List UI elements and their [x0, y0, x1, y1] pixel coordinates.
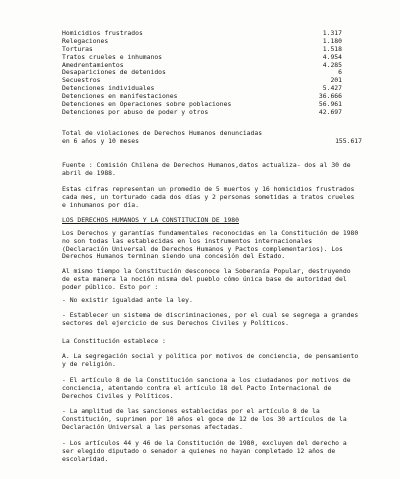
row-value: 201 [330, 76, 342, 85]
summary-paragraph: Estas cifras representan un promedio de 5 muertos y 16 homicidios frustrados cada mes, un torturado cada dos días y 2 personas sometidas a tratos crueles e inhumanos por día. [62, 185, 355, 209]
source-note: Fuente : Comisión Chilena de Derechos Humanos,datos actualiza- dos al 30 de abril de 1988. [62, 161, 351, 177]
row-label: Detenciones en Operaciones sobre poblaciones [62, 100, 232, 109]
item-sanctions: - La amplitud de las sanciones establecidas por el artículo 8 de la Constitución, suprimen por 10 años el goce de 12 de los 30 artículos de la Declaración Universal a las personas afectadas. [62, 407, 347, 431]
row-label: Homicidios frustrados [62, 29, 143, 37]
row-value: 4.954 [322, 52, 342, 61]
constitution-intro: La Constitución establece : [62, 337, 166, 345]
row-label: Tratos crueles e inhumanos [62, 52, 163, 61]
statistics-table [62, 30, 342, 117]
row-value: 6 [338, 68, 342, 77]
table-row [62, 38, 342, 46]
total-label-line1: Total de violaciones de Derechos Humanos denunciadas [62, 129, 263, 137]
row-value: 1.317 [322, 29, 342, 37]
row-value: 1.518 [322, 44, 342, 53]
row-label: Torturas [62, 44, 93, 53]
item-article-8: - El artículo 8 de la Constitución sanciona a los ciudadanos por motivos de conciencia, atentando contra el artículo 18 del Pacto Internacional de Derechos Civiles y Políticos. [62, 376, 351, 400]
bullet-equality: - No existir igualdad ante la ley. [62, 296, 193, 304]
row-value: 4.285 [322, 60, 342, 69]
bullet-discrimination: - Establecer un sistema de discriminaciones, por el cual se segrega a grandes sectores del ejercicio de sus Derechos Civiles y Políticos. [62, 311, 359, 327]
row-value: 1.180 [322, 36, 342, 45]
row-label: Amedrentamientos [62, 60, 124, 69]
table-row [62, 109, 342, 117]
total-row [62, 130, 362, 146]
row-value: 36.666 [318, 92, 342, 101]
total-label-line2: en 6 años y 10 meses [62, 136, 139, 145]
row-value: 56.961 [318, 100, 342, 109]
item-articles-44-46: - Los artículos 44 y 46 de la Constitución de 1980, excluyen del derecho a ser elegido diputado o senador a quienes no hayan completado 12 años de escolaridad. [62, 439, 347, 463]
row-label: Detenciones en manifestaciones [62, 92, 178, 101]
row-label: Secuestros [62, 76, 101, 85]
row-label: Detenciones individuales [62, 84, 155, 93]
item-a: A. La segregación social y política por motivos de conciencia, de pensamiento y de religión. [62, 352, 359, 368]
row-label: Relegaciones [62, 36, 109, 45]
row-label: Detenciones por abuso de poder y otros [62, 107, 209, 116]
paragraph-sovereignty: Al mismo tiempo la Constitución desconoce la Soberanía Popular, destruyendo de esta manera la noción misma del pueblo cómo única base de autoridad del poder público. Esto por : [62, 267, 351, 291]
table-row [62, 69, 342, 77]
row-label: Desapariciones de detenidos [62, 68, 166, 77]
row-value: 42.697 [318, 107, 342, 116]
section-heading: LOS DERECHOS HUMANOS Y LA CONSTITUCION DE 1980 [62, 216, 239, 224]
paragraph-rights: Los Derechos y garantías fundamentales reconocidas en la Constitución de 1980 no son todas las establecidas en los instrumentos internacionales (Declaración Universal de Derechos Humanos y Pactos complementarios). Los Derechos Humanos terminan siendo una concesión del Estado. [62, 229, 359, 261]
total-value: 155.617 [335, 137, 362, 145]
row-value: 5.427 [322, 84, 342, 93]
